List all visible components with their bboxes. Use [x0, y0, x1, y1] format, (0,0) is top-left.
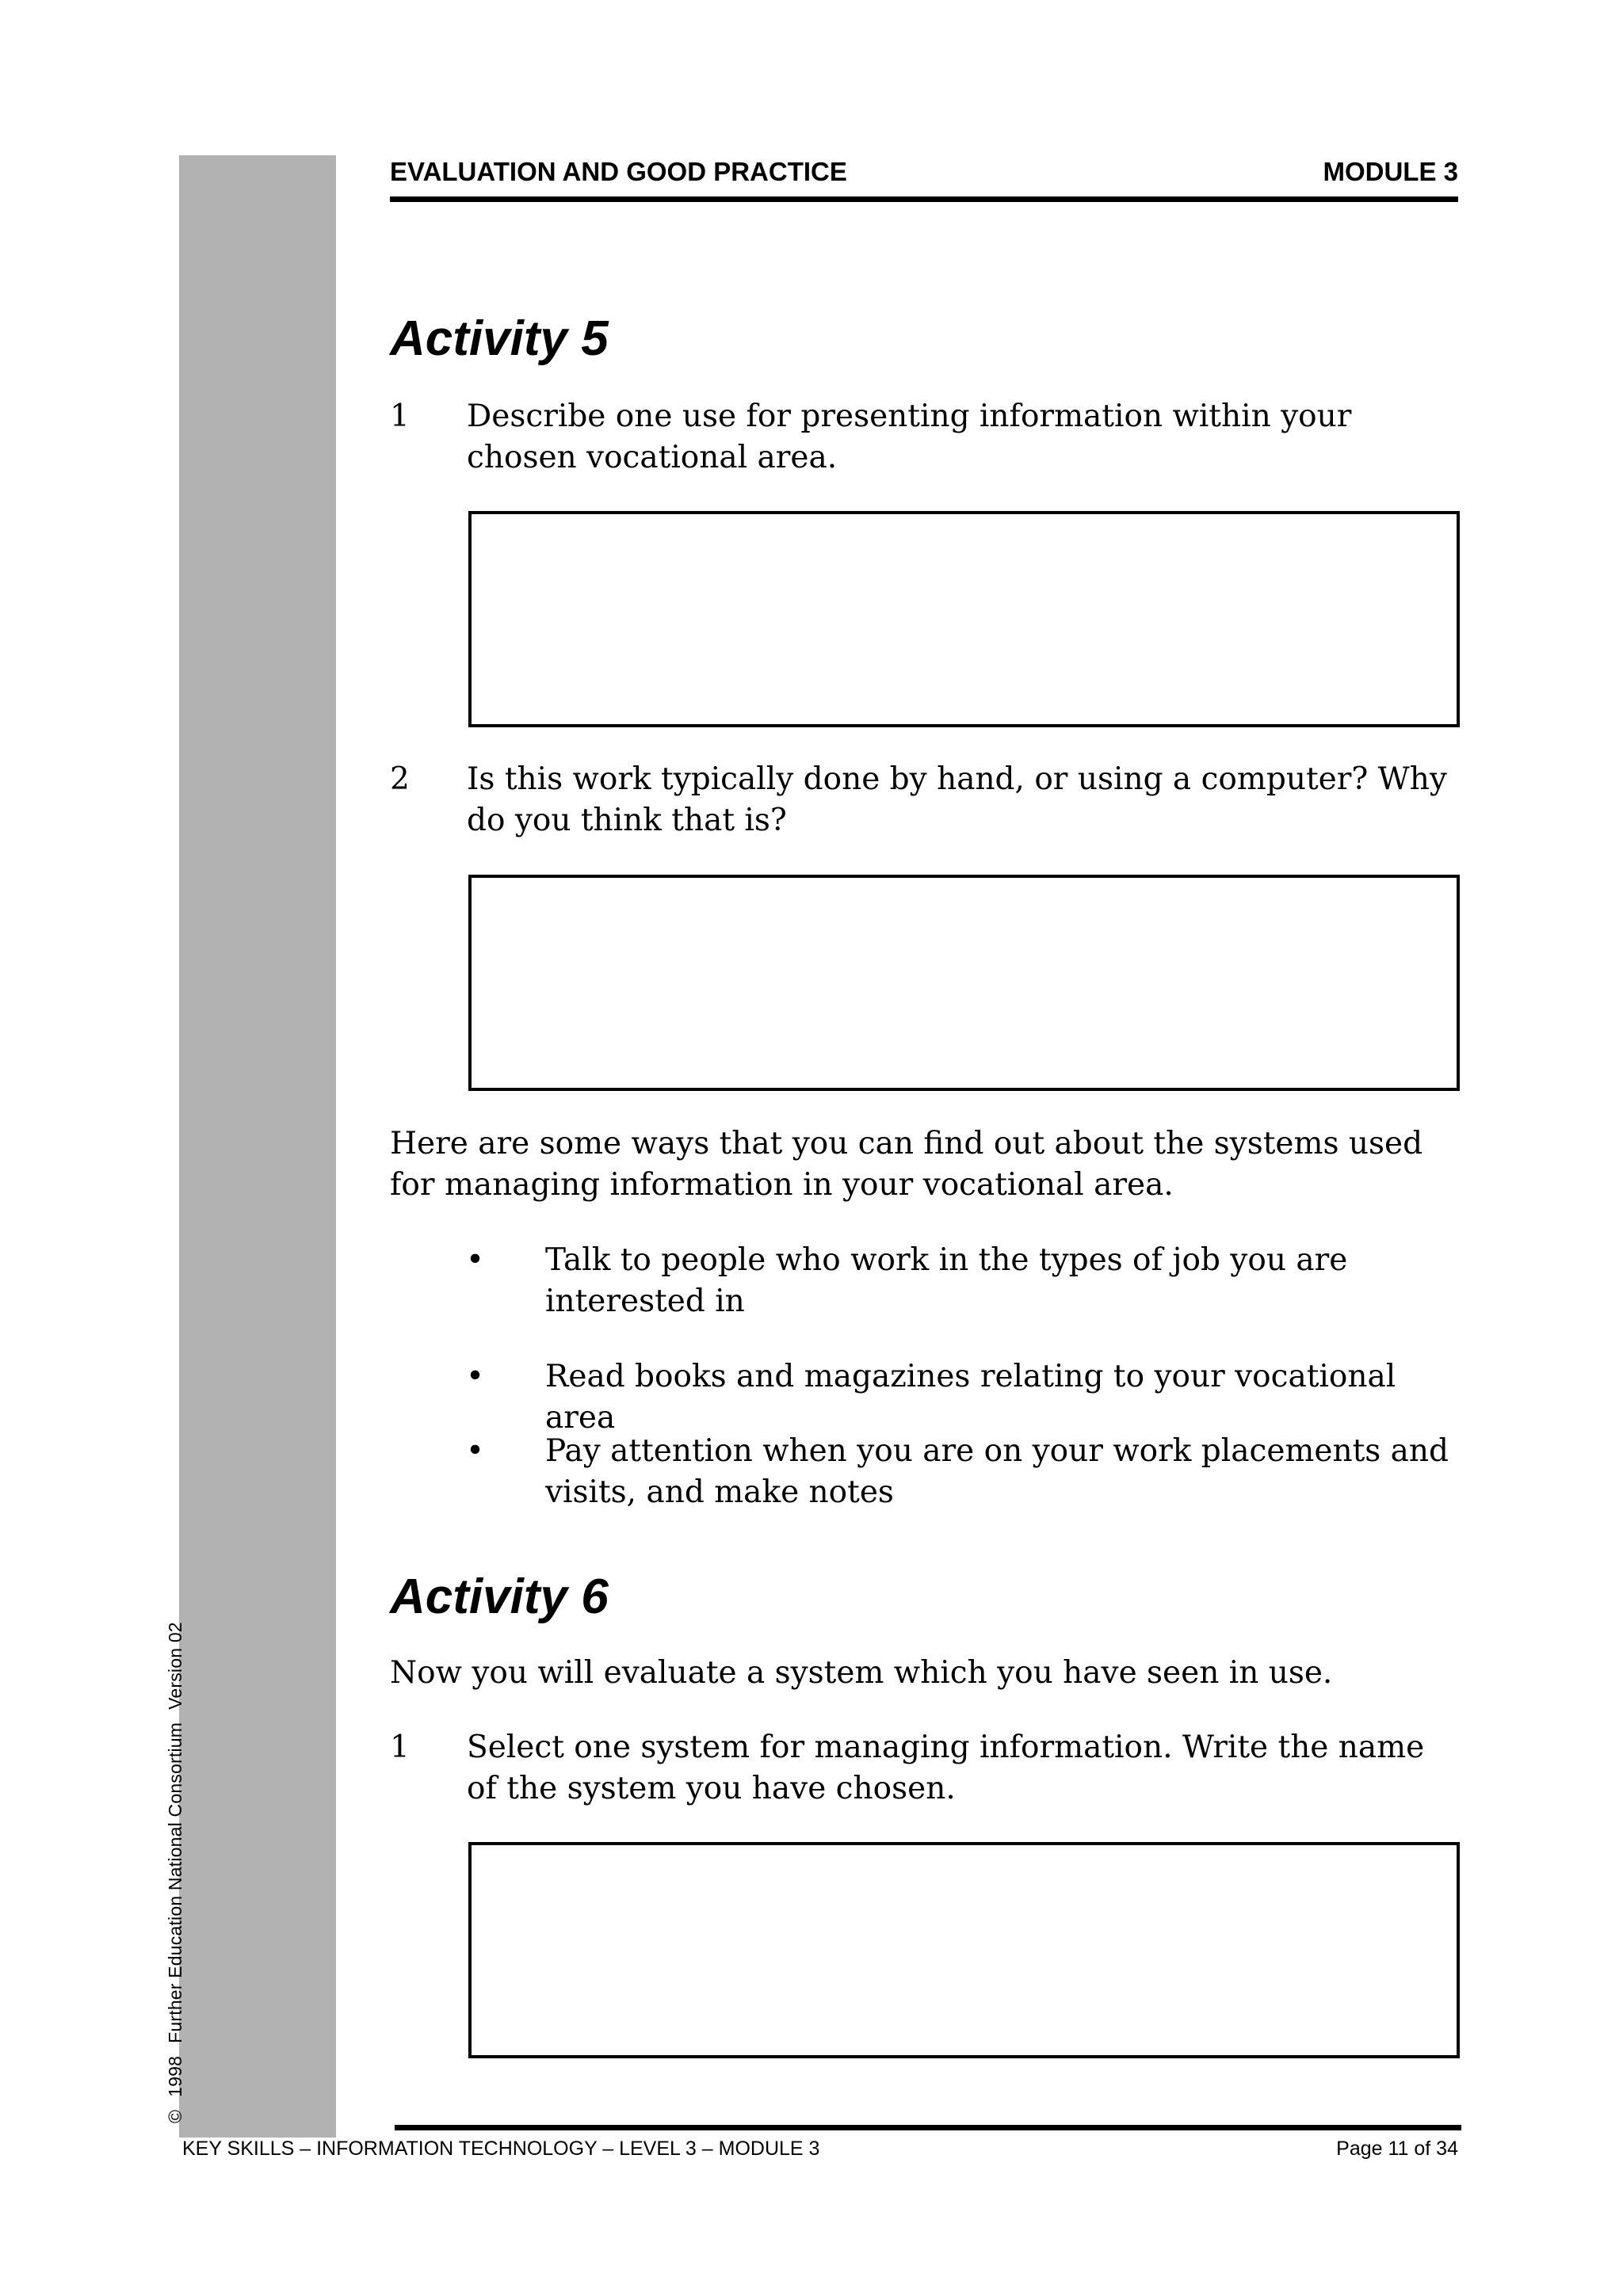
course-title: KEY SKILLS – INFORMATION TECHNOLOGY – LEVEL 3 – MODULE 3 — [182, 2138, 820, 2160]
copyright-symbol: © — [165, 2109, 185, 2123]
grey-sidebar — [179, 155, 336, 2138]
page-number: Page 11 of 34 — [1336, 2138, 1458, 2160]
bullet-icon: • — [466, 1359, 485, 1394]
answer-box-activity-5-q1[interactable] — [468, 511, 1460, 727]
list-item-text: Pay attention when you are on your work placements and visits, and make notes — [545, 1433, 1449, 1510]
answer-box-activity-6-q1[interactable] — [468, 1842, 1460, 2058]
bullet-icon: • — [466, 1242, 485, 1278]
question-number: 1 — [390, 399, 410, 434]
copyright-organisation: Further Education National Consortium — [165, 1722, 185, 2043]
activity-6-heading: Activity 6 — [390, 1569, 609, 1624]
activity-5-heading: Activity 5 — [390, 311, 609, 366]
question-text: Select one system for managing information. Write the name of the system you have chosen. — [467, 1730, 1425, 1806]
ways-intro: Here are some ways that you can find out about the systems used for managing information in your vocational area. — [390, 1126, 1423, 1203]
activity-5-question-2 — [390, 759, 1460, 841]
list-item — [466, 1356, 1465, 1439]
copyright-year: 1998 — [165, 2055, 185, 2097]
question-text: Describe one use for presenting information within your chosen vocational area. — [467, 399, 1352, 475]
section-title: EVALUATION AND GOOD PRACTICE — [390, 157, 847, 186]
bullet-icon: • — [466, 1433, 485, 1469]
module-label: MODULE 3 — [1323, 157, 1458, 186]
activity-6-intro: Now you will evaluate a system which you have seen in use. — [390, 1655, 1333, 1691]
question-number: 1 — [390, 1730, 410, 1765]
copyright-note — [165, 1609, 186, 2123]
list-item-text: Talk to people who work in the types of job you are interested in — [545, 1242, 1348, 1319]
page-header — [390, 157, 1458, 202]
activity-6-question-1 — [390, 1727, 1460, 1810]
activity-5-question-1 — [390, 396, 1460, 479]
question-text: Is this work typically done by hand, or using a computer? Why do you think that is? — [467, 761, 1447, 838]
footer-divider — [395, 2125, 1461, 2130]
list-item — [466, 1240, 1465, 1322]
answer-box-activity-5-q2[interactable] — [468, 875, 1460, 1091]
list-item-text: Read books and magazines relating to your vocational area — [545, 1359, 1396, 1436]
document-version: Version 02 — [165, 1622, 185, 1710]
list-item — [466, 1431, 1465, 1513]
question-number: 2 — [390, 761, 410, 797]
